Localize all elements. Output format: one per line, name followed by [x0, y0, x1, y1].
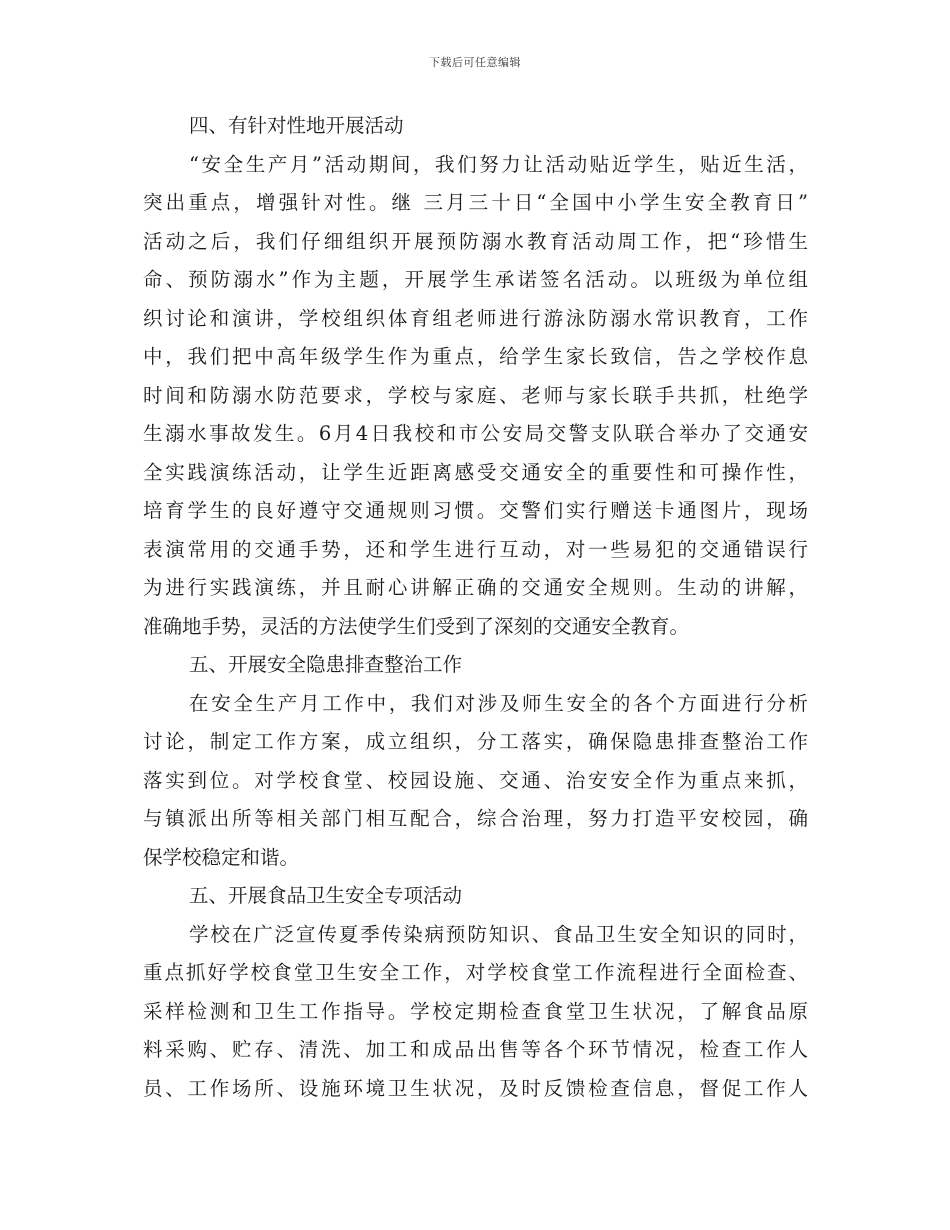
document-body [143, 107, 808, 1108]
paragraph-line: 全实践演练活动，让学生近距离感受交通安全的重要性和可操作性， [143, 460, 808, 484]
section-heading: 五、开展安全隐患排查整治工作 [189, 653, 463, 676]
paragraph-line: 织讨论和演讲，学校组织体育组老师进行游泳防溺水常识教育，工作 [143, 306, 808, 330]
paragraph-line: 生溺水事故发生。6月4日我校和市公安局交警支队联合举办了交通安 [143, 422, 808, 445]
paragraph-line: 保学校稳定和谐。 [143, 845, 300, 869]
paragraph-line: 员、工作场所、设施环境卫生状况，及时反馈检查信息，督促工作人 [143, 1076, 808, 1100]
section-heading: 五、开展食品卫生安全专项活动 [189, 884, 463, 907]
paragraph-line: 突出重点，增强针对性。继 三月三十日“全国中小学生安全教育日” [143, 191, 808, 214]
paragraph-line: 时间和防溺水防范要求，学校与家庭、老师与家长联手共抓，杜绝学 [143, 383, 808, 407]
paragraph-line: 活动之后，我们仔细组织开展预防溺水教育活动周工作，把“珍惜生 [143, 229, 808, 253]
paragraph-line: 表演常用的交通手势，还和学生进行互动，对一些易犯的交通错误行 [143, 537, 808, 561]
paragraph-line: 命、预防溺水”作为主题，开展学生承诺签名活动。以班级为单位组 [143, 268, 808, 291]
paragraph-line: 重点抓好学校食堂卫生安全工作，对学校食堂工作流程进行全面检查、 [143, 961, 808, 984]
paragraph-line: 学校在广泛宣传夏季传染病预防知识、食品卫生安全知识的同时， [189, 922, 808, 946]
paragraph-line: 在安全生产月工作中，我们对涉及师生安全的各个方面进行分析 [189, 691, 808, 715]
paragraph-line: “安全生产月”活动期间，我们努力让活动贴近学生，贴近生活， [189, 152, 808, 176]
section-heading: 四、有针对性地开展活动 [189, 114, 404, 137]
paragraph-line: 讨论，制定工作方案，成立组织，分工落实，确保隐患排查整治工作 [143, 730, 808, 753]
paragraph-line: 为进行实践演练，并且耐心讲解正确的交通安全规则。生动的讲解， [143, 576, 808, 599]
paragraph-line: 培育学生的良好遵守交通规则习惯。交警们实行赠送卡通图片，现场 [143, 499, 808, 522]
paragraph-line: 采样检测和卫生工作指导。学校定期检查食堂卫生状况，了解食品原 [143, 999, 808, 1023]
paragraph-line: 料采购、贮存、清洗、加工和成品出售等各个环节情况，检查工作人 [143, 1038, 808, 1061]
paragraph-line: 中，我们把中高年级学生作为重点，给学生家长致信，告之学校作息 [143, 345, 808, 368]
paragraph-line: 准确地手势，灵活的方法使学生们受到了深刻的交通安全教育。 [143, 614, 690, 638]
paragraph-line: 落实到位。对学校食堂、校园设施、交通、治安安全作为重点来抓， [143, 768, 808, 792]
paragraph-line: 与镇派出所等相关部门相互配合，综合治理，努力打造平安校园，确 [143, 807, 808, 830]
page-header: 下载后可任意编辑 [429, 56, 521, 69]
